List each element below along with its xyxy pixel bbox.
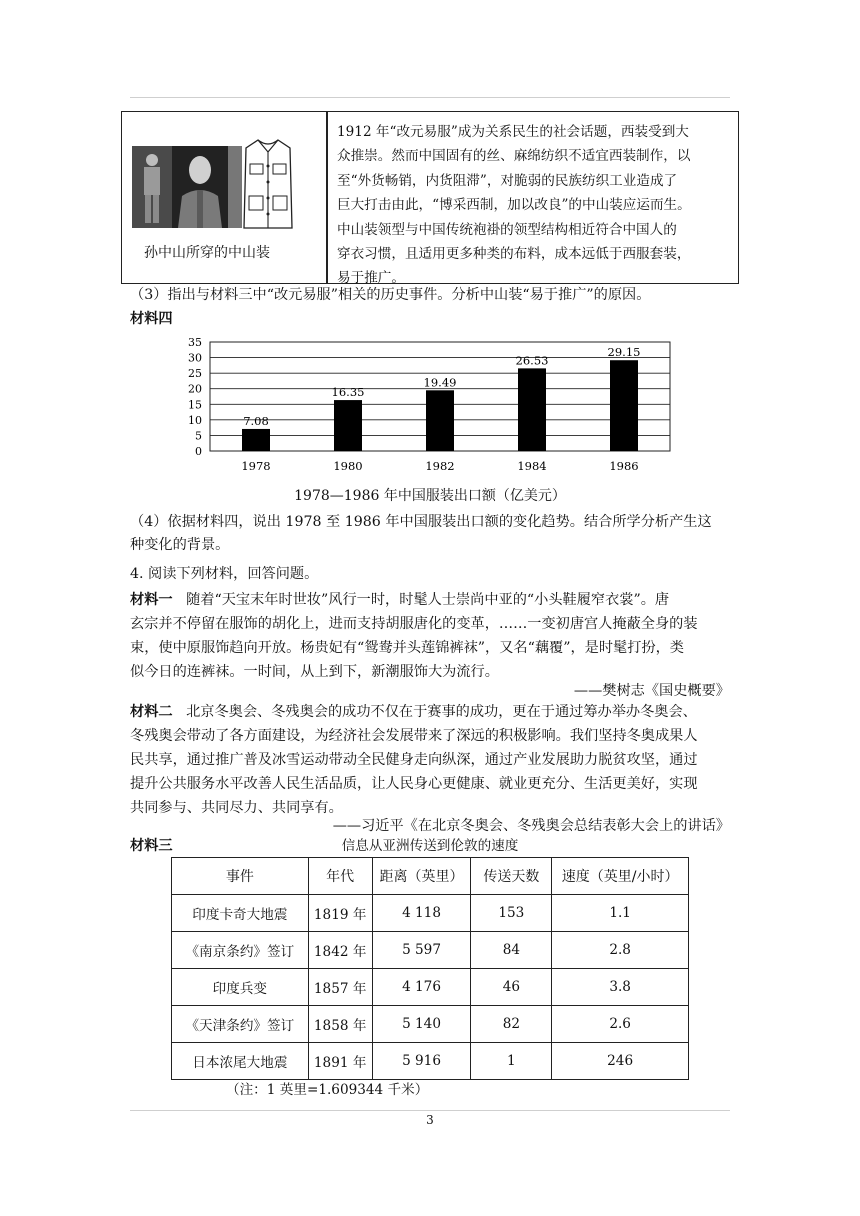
material1-line1 xyxy=(130,588,730,612)
table-cell: 82 xyxy=(471,1006,552,1043)
text-line: 1912 年“改元易服”成为关系民生的社会话题，西装受到大 xyxy=(337,124,689,140)
table-cell: 1842 年 xyxy=(308,932,372,969)
data-label: 7.08 xyxy=(243,413,269,428)
data-label: 16.35 xyxy=(331,385,365,400)
table-cell: 日本浓尾大地震 xyxy=(172,1043,309,1080)
text-line: 中山装领型与中国传统袍褂的领型结构相近符合中国人的 xyxy=(337,221,677,238)
text-line: 巨大打击由此，“博采西制，加以改良”的中山装应运而生。 xyxy=(337,197,691,214)
table-cell: 1857 年 xyxy=(308,969,372,1006)
table-cell: 《南京条约》签订 xyxy=(172,932,309,969)
material3-text xyxy=(337,120,691,291)
x-tick-label: 1986 xyxy=(609,459,639,473)
header-cell: 传送天数 xyxy=(471,858,552,895)
bar xyxy=(242,429,270,451)
text-line: 束，使中原服饰趋向开放。杨贵妃有“鸳鸯并头莲锦裤袜”，又名“藕覆”，是时髦打扮，类 xyxy=(130,640,684,656)
photo-third xyxy=(228,146,242,228)
y-tick-label: 0 xyxy=(195,445,202,458)
text-line: 似今日的连裤袜。一时间，从上到下，新潮服饰大为流行。 xyxy=(130,664,499,680)
header-cell: 速度（英里/小时） xyxy=(552,858,689,895)
header-rule xyxy=(130,97,730,98)
text-line: 穿衣习惯，且适用更多种类的布料，成本远低于西服套装， xyxy=(337,246,691,263)
question-4-line2: 种变化的背景。 xyxy=(130,537,230,553)
text-line: 玄宗并不停留在服饰的胡化上，进而支持胡服唐化的变革，……一变初唐宫人掩蔽全身的装 xyxy=(130,616,698,632)
photo-standing xyxy=(132,146,172,228)
y-tick-label: 30 xyxy=(188,351,202,365)
material2-source: ——习近平《在北京冬奥会、冬残奥会总结表彰大会上的讲话》 xyxy=(332,818,730,834)
text-line: 民共享，通过推广普及冰雪运动带动全民健身走向纵深，通过产业发展助力脱贫攻坚，通过 xyxy=(130,752,698,768)
question-4-line1: （4）依据材料四，说出 1978 至 1986 年中国服装出口额的变化趋势。结合所学分析产生这 xyxy=(130,514,712,530)
table-cell: 1858 年 xyxy=(308,1006,372,1043)
data-label: 19.49 xyxy=(423,375,457,390)
data-label: 26.53 xyxy=(515,353,549,368)
table-row xyxy=(172,895,689,932)
footer-rule xyxy=(130,1110,730,1111)
photo-portrait xyxy=(172,146,228,228)
box-divider xyxy=(326,112,328,283)
chart-title: 1978—1986 年中国服装出口额（亿美元） xyxy=(294,488,566,504)
y-tick-label: 35 xyxy=(188,336,202,349)
header-cell: 事件 xyxy=(172,858,309,895)
table-cell: 46 xyxy=(471,969,552,1006)
header-cell: 距离（英里） xyxy=(372,858,471,895)
table-cell: 《天津条约》签订 xyxy=(172,1006,309,1043)
table-header-row xyxy=(172,858,689,895)
header-cell: 年代 xyxy=(308,858,372,895)
table-cell: 4 176 xyxy=(372,969,471,1006)
table-cell: 2.6 xyxy=(552,1006,689,1043)
table-cell: 印度卡奇大地震 xyxy=(172,895,309,932)
x-tick-label: 1984 xyxy=(517,459,547,473)
text-line: 易于推广。 xyxy=(337,270,405,287)
table-cell: 1.1 xyxy=(552,895,689,932)
table-cell: 5 597 xyxy=(372,932,471,969)
table-note: （注：1 英里=1.609344 千米） xyxy=(226,1082,429,1098)
table-cell: 1891 年 xyxy=(308,1043,372,1080)
table-cell: 84 xyxy=(471,932,552,969)
y-tick-label: 10 xyxy=(188,413,202,427)
material2-label: 材料二 xyxy=(130,704,173,720)
bar xyxy=(610,360,638,451)
text-line: 北京冬奥会、冬残奥会的成功不仅在于赛事的成功，更在于通过筹办举办冬奥会、 xyxy=(186,704,697,720)
table-cell: 2.8 xyxy=(552,932,689,969)
bar xyxy=(426,390,454,451)
y-tick-label: 15 xyxy=(188,398,202,412)
table-cell: 5 140 xyxy=(372,1006,471,1043)
table-cell: 1 xyxy=(471,1043,552,1080)
table-row xyxy=(172,1043,689,1080)
x-tick-label: 1982 xyxy=(425,459,455,473)
x-tick-label: 1980 xyxy=(333,459,363,473)
material4-label: 材料四 xyxy=(130,311,173,327)
export-bar-chart xyxy=(180,330,680,480)
table-cell: 印度兵变 xyxy=(172,969,309,1006)
table-cell: 246 xyxy=(552,1043,689,1080)
y-tick-label: 25 xyxy=(188,367,202,381)
table-title: 信息从亚洲传送到伦敦的速度 xyxy=(341,838,519,854)
bar xyxy=(518,368,546,451)
material1-source: ——樊树志《国史概要》 xyxy=(573,683,730,699)
text-line: 提升公共服务水平改善人民生活品质，让人民身心更健康、就业更充分、生活更美好，实现 xyxy=(130,776,698,792)
table-row xyxy=(172,932,689,969)
table-cell: 3.8 xyxy=(552,969,689,1006)
table-row xyxy=(172,1006,689,1043)
text-line: 至“外货畅销，内货阻滞”，对脆弱的民族纺织工业造成了 xyxy=(337,172,678,189)
page-number: 3 xyxy=(426,1113,434,1127)
question-heading: 4. 阅读下列材料，回答问题。 xyxy=(130,566,319,582)
x-tick-label: 1978 xyxy=(241,459,271,473)
table-cell: 1819 年 xyxy=(308,895,372,932)
text-line: 共同参与、共同尽力、共同享有。 xyxy=(130,800,343,816)
material3-box xyxy=(121,111,739,287)
photo-caption: 孙中山所穿的中山装 xyxy=(144,245,270,261)
y-tick-label: 5 xyxy=(195,429,202,443)
data-label: 29.15 xyxy=(607,345,641,360)
y-tick-label: 20 xyxy=(188,382,202,396)
table-row xyxy=(172,969,689,1006)
question-3: （3）指出与材料三中“改元易服”相关的历史事件。分析中山装“易于推广”的原因。 xyxy=(130,287,651,303)
text-line: 众推崇。然而中国固有的丝、麻绵纺织不适宜西装制作，以 xyxy=(337,148,691,165)
suit-drawing-icon xyxy=(242,136,294,236)
speed-table xyxy=(171,857,689,1080)
table-cell: 153 xyxy=(471,895,552,932)
text-line: 冬残奥会带动了各方面建设，为经济社会发展带来了深远的积极影响。我们坚持冬奥成果人 xyxy=(130,728,698,744)
bar xyxy=(334,400,362,451)
table-cell: 5 916 xyxy=(372,1043,471,1080)
material3-label: 材料三 xyxy=(130,838,173,854)
material2-line1 xyxy=(130,700,730,724)
table-cell: 4 118 xyxy=(372,895,471,932)
material1-label: 材料一 xyxy=(130,592,173,608)
text-line: 随着“天宝末年时世妆”风行一时，时髦人士崇尚中亚的“小头鞋履窄衣裳”。唐 xyxy=(186,592,670,608)
